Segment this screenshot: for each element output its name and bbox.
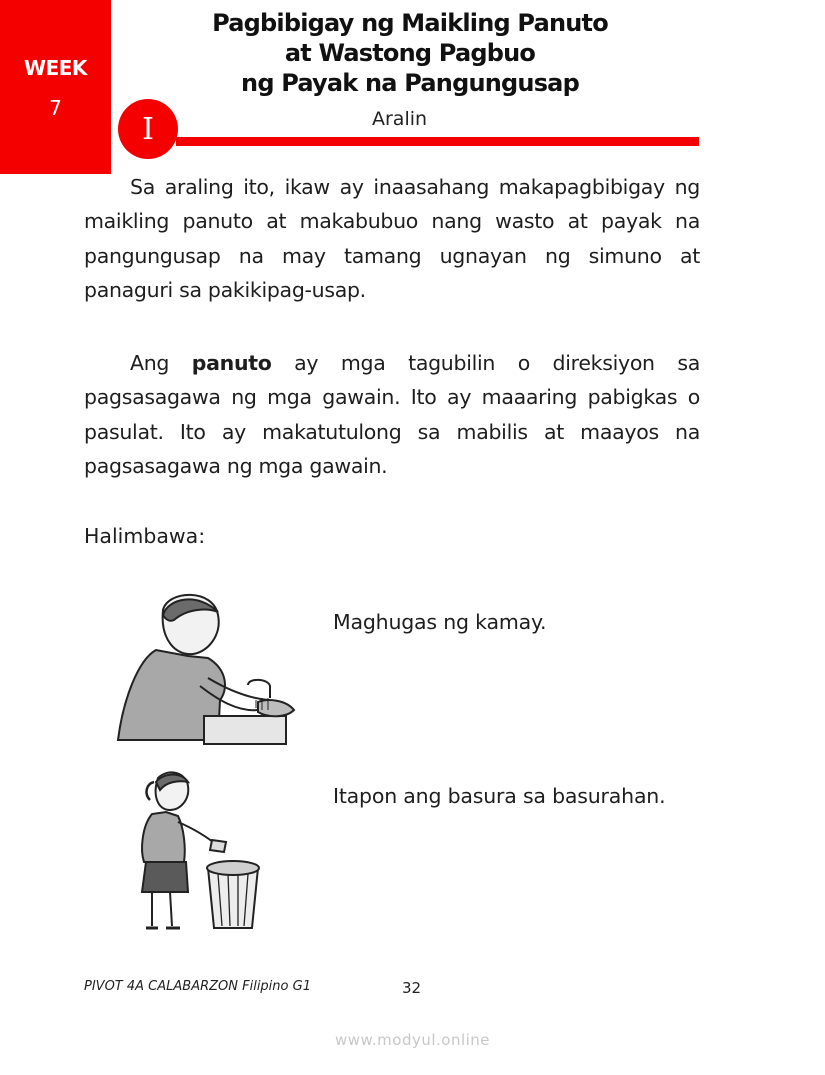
week-label: WEEK	[24, 56, 87, 80]
section-label: Aralin	[372, 108, 428, 130]
example-2-text: Itapon ang basura sa basurahan.	[333, 784, 666, 808]
section-divider-bar	[176, 137, 699, 146]
boy-washing-hands-illustration	[108, 590, 298, 745]
week-number: 7	[49, 96, 62, 120]
definition-rest: ay mga tagubilin o direksiyon sa pagsasagawa ng mga gawain. Ito ay maaaring pabigkas o pasulat. Ito ay makatutulong sa mabilis at maayos na pagsasagawa ng mga gawain.	[84, 351, 700, 478]
title-line-1: Pagbibigay ng Maikling Panuto	[212, 9, 608, 37]
title-line-2: at Wastong Pagbuo	[284, 39, 536, 67]
definition-paragraph	[84, 346, 700, 483]
intro-paragraph-text: Sa araling ito, ikaw ay inaasahang makapagbibigay ng maikling panuto at makabubuo nang wasto at payak na pangungusap na may tamang ugnayan ng simuno at panaguri sa pakikipag-usap.	[84, 175, 700, 302]
section-letter: I	[142, 111, 154, 147]
page-number: 32	[402, 979, 422, 997]
watermark: www.modyul.online	[334, 1031, 491, 1049]
week-badge	[0, 0, 111, 174]
definition-start: Ang	[130, 351, 170, 375]
section-letter-badge	[118, 99, 178, 159]
examples-heading: Halimbawa:	[84, 524, 206, 548]
title-line-3: ng Payak na Pangungusap	[241, 69, 579, 97]
footer-source: PIVOT 4A CALABARZON Filipino G1	[84, 979, 311, 994]
page-title	[180, 8, 640, 98]
example-1-text: Maghugas ng kamay.	[333, 610, 547, 634]
definition-term: panuto	[191, 351, 272, 375]
girl-throwing-trash-illustration	[130, 770, 270, 935]
intro-paragraph	[84, 170, 700, 307]
